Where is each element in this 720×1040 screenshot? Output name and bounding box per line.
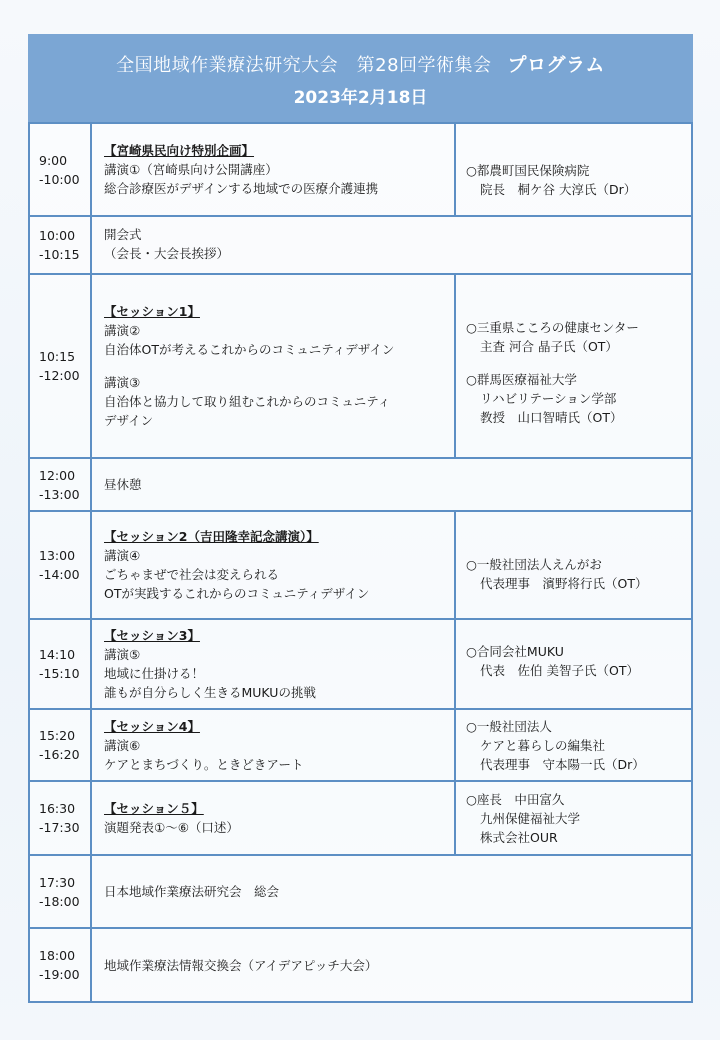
speaker-line: ○合同会社MUKU: [466, 644, 564, 659]
time-cell: [29, 855, 91, 928]
content-line: 演題発表①〜⑥（口述）: [104, 820, 239, 835]
speaker-cell: [455, 274, 692, 458]
time-start: 15:20: [39, 728, 76, 743]
content-line: 講演②: [104, 323, 141, 338]
table-row: [29, 781, 692, 855]
content-line: 講演③: [104, 375, 141, 390]
time-end: -12:00: [39, 368, 80, 383]
content-line: 自治体OTが考えるこれからのコミュニティデザイン: [104, 342, 395, 357]
program-header: [28, 34, 693, 122]
content-line: 誰もが自分らしく生きるMUKUの挑戦: [104, 685, 316, 700]
time-cell: [29, 123, 91, 216]
speaker-cell: [455, 781, 692, 855]
content-cell: [91, 928, 692, 1002]
time-start: 9:00: [39, 152, 68, 168]
session-title: 【セッション1】: [104, 304, 200, 319]
time-end: -13:00: [39, 486, 80, 502]
content-cell: [91, 709, 455, 781]
content-line: 自治体と協力して取り組むこれからのコミュニティ: [104, 394, 391, 409]
time-start: 18:00: [39, 948, 76, 963]
speaker-line: 九州保健福祉大学: [480, 810, 581, 826]
speaker-line: 代表理事 濱野将行氏（OT）: [480, 575, 648, 591]
content-line: 講演⑥: [104, 737, 141, 753]
speaker-line: リハビリテーション学部: [480, 391, 617, 406]
time-start: 14:10: [39, 647, 76, 662]
table-row: [29, 274, 692, 458]
content-line: ケアとまちづくり。ときどきアート: [104, 756, 304, 772]
content-line: 日本地域作業療法研究会 総会: [104, 884, 280, 899]
content-line: 講演①（宮崎県向け公開講座）: [104, 162, 278, 177]
content-cell: [91, 216, 692, 274]
time-cell: [29, 458, 91, 511]
time-cell: [29, 619, 91, 709]
time-end: -17:30: [39, 820, 80, 835]
table-row: [29, 458, 692, 511]
time-cell: [29, 274, 91, 458]
content-cell: [91, 274, 455, 458]
speaker-cell: [455, 511, 692, 619]
content-cell: [91, 855, 692, 928]
program-label: プログラム: [507, 54, 605, 76]
content-line: 講演④: [104, 548, 141, 563]
table-row: [29, 123, 692, 216]
content-line: 開会式: [104, 227, 142, 242]
content-line: 昼休憩: [104, 477, 142, 492]
program-title: [28, 50, 693, 77]
content-line: 講演⑤: [104, 647, 141, 662]
content-line: 地域作業療法情報交換会（アイデアピッチ大会）: [104, 957, 378, 973]
speaker-line: 教授 山口智晴氏（OT）: [480, 410, 623, 425]
speaker-cell: [455, 123, 692, 216]
speaker-line: ○群馬医療福祉大学: [466, 372, 577, 387]
speaker-line: 院長 桐ケ谷 大淳氏（Dr）: [480, 182, 637, 197]
speaker-line: 代表理事 守本陽一氏（Dr）: [480, 756, 645, 772]
content-line: 総合診療医がデザインする地域での医療介護連携: [104, 181, 379, 196]
speaker-line: 代表 佐伯 美智子氏（OT）: [480, 663, 639, 678]
time-end: -18:00: [39, 893, 80, 909]
time-end: -19:00: [39, 967, 80, 982]
time-end: -10:15: [39, 247, 80, 262]
speaker-line: 株式会社OUR: [480, 829, 558, 845]
time-cell: [29, 709, 91, 781]
session-title: 【セッション５】: [104, 801, 204, 816]
time-cell: [29, 781, 91, 855]
speaker-line: ○一般社団法人えんがお: [466, 556, 602, 572]
time-cell: [29, 928, 91, 1002]
speaker-line: ○都農町国民保険病院: [466, 163, 590, 178]
event-date: 2023年2月18日: [293, 88, 428, 108]
speaker-line: 主査 河合 晶子氏（OT）: [480, 339, 618, 354]
speaker-line: ケアと暮らしの編集社: [480, 737, 606, 753]
table-row: [29, 216, 692, 274]
time-end: -10:00: [39, 171, 80, 187]
conference-name: 全国地域作業療法研究大会 第28回学術集会: [116, 55, 492, 76]
session-title: 【宮崎県民向け特別企画】: [104, 143, 255, 158]
time-end: -15:10: [39, 666, 80, 681]
content-line: デザイン: [104, 413, 154, 428]
time-start: 10:00: [39, 228, 76, 243]
time-end: -14:00: [39, 567, 80, 582]
speaker-line: ○三重県こころの健康センター: [466, 320, 639, 335]
time-start: 13:00: [39, 548, 76, 563]
table-row: [29, 511, 692, 619]
speaker-cell: [455, 709, 692, 781]
table-row: [29, 855, 692, 928]
session-title: 【セッション4】: [104, 718, 200, 734]
table-row: [29, 928, 692, 1002]
time-cell: [29, 216, 91, 274]
speaker-cell: [455, 619, 692, 709]
content-cell: [91, 511, 455, 619]
content-cell: [91, 123, 455, 216]
speaker-line: ○一般社団法人: [466, 718, 552, 734]
time-start: 16:30: [39, 801, 76, 816]
content-cell: [91, 781, 455, 855]
content-cell: [91, 619, 455, 709]
content-line: （会長・大会長挨拶）: [104, 246, 230, 261]
content-line: OTが実践するこれからのコミュニティデザイン: [104, 586, 370, 601]
time-cell: [29, 511, 91, 619]
content-line: 地域に仕掛ける！: [104, 666, 205, 681]
session-title: 【セッション2（吉田隆幸記念講演）】: [104, 529, 319, 544]
time-start: 17:30: [39, 874, 76, 890]
speaker-line: ○座長 中田富久: [466, 791, 565, 807]
content-cell: [91, 458, 692, 511]
session-title: 【セッション3】: [104, 628, 200, 643]
schedule-table: [28, 122, 693, 1003]
time-start: 10:15: [39, 349, 76, 364]
time-start: 12:00: [39, 467, 76, 483]
table-row: [29, 619, 692, 709]
table-row: [29, 709, 692, 781]
time-end: -16:20: [39, 747, 80, 762]
content-line: ごちゃまぜで社会は変えられる: [104, 567, 280, 582]
